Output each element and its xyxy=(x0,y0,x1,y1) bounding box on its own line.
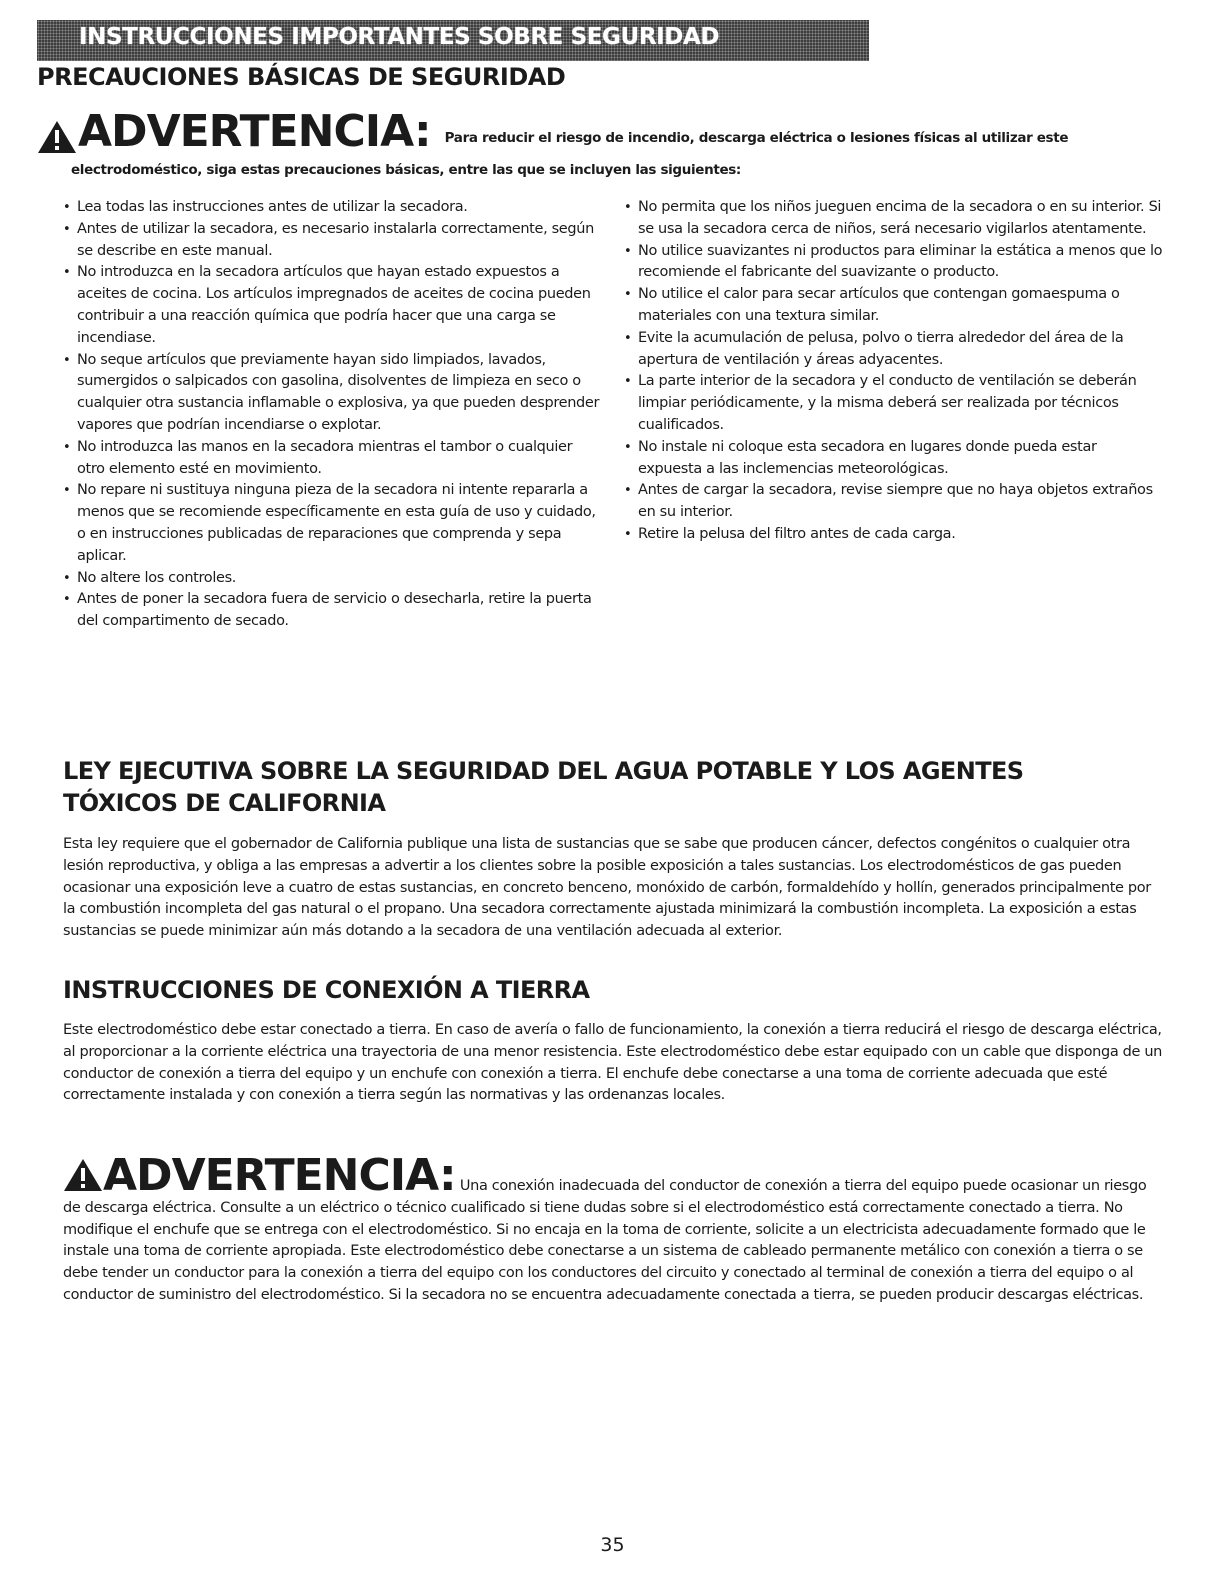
grounding-heading: INSTRUCCIONES DE CONEXIÓN A TIERRA xyxy=(63,976,590,1004)
list-item: • Evite la acumulación de pelusa, polvo o tierra alrededor del área de la apertura de ventilación y áreas adyacentes. xyxy=(624,328,1164,372)
warning-label: ADVERTENCIA: xyxy=(103,1150,456,1201)
warning-body-text: Una conexión inadecuada del conductor de conexión a tierra del equipo puede ocasionar un riesgo de descarga eléctrica. Consulte a un eléctrico o técnico cualificado si tiene dudas sobre si el electrodoméstico está correctamente conectado a tierra. No modifique el enchufe que se entrega con el electrodoméstico. Si no encaja en la toma de corriente, solicite a un electricista adecuadamente formado que le instale una toma de corriente apropiada. Este electrodoméstico debe conectarse a un sistema de cableado permanente metálico con conexión a tierra o se debe tender un conductor para la conexión a tierra del equipo con los conductores del circuito y conectado al terminal de conexión a tierra del equipo o al conductor de suministro del electrodoméstico. Si la secadora no se encuentra adecuadamente conectada a tierra, se pueden producir descargas eléctricas. xyxy=(63,1178,1147,1303)
warning-lead-text: Para reducir el riesgo de incendio, descarga eléctrica o lesiones físicas al utilizar este xyxy=(444,130,1069,146)
list-item: • Retire la pelusa del filtro antes de cada carga. xyxy=(624,524,1164,546)
california-heading: LEY EJECUTIVA SOBRE LA SEGURIDAD DEL AGUA POTABLE Y LOS AGENTES TÓXICOS DE CALIFORNIA xyxy=(63,757,1024,817)
list-item: • No instale ni coloque esta secadora en lugares donde pueda estar expuesta a las inclemencias meteorológicas. xyxy=(624,437,1164,481)
california-paragraph: Esta ley requiere que el gobernador de California publique una lista de sustancias que se sabe que producen cáncer, defectos congénitos o cualquier otra lesión reproductiva, y obliga a las empresas a advertir a los clientes sobre la posible exposición a tales sustancias. Los electrodomésticos de gas pueden ocasionar una exposición leve a cuatro de estas sustancias, en concreto benceno, monóxido de carbón, formaldehído y hollín, generados principalmente por la combustión incompleta del gas natural o el propano. Una secadora correctamente ajustada minimizará la combustión incompleta. La exposición a estas sustancias se puede minimizar aún más dotando a la secadora de una ventilación adecuada al exterior. xyxy=(63,836,1151,940)
list-item: • Lea todas las instrucciones antes de utilizar la secadora. xyxy=(63,197,603,219)
banner-title: INSTRUCCIONES IMPORTANTES SOBRE SEGURIDAD xyxy=(79,24,720,50)
basic-precautions-heading: PRECAUCIONES BÁSICAS DE SEGURIDAD xyxy=(37,63,566,91)
list-item: • Antes de utilizar la secadora, es necesario instalarla correctamente, según se describe en este manual. xyxy=(63,219,603,263)
list-item: • No introduzca en la secadora artículos que hayan estado expuestos a aceites de cocina. Los artículos impregnados de aceites de cocina pueden contribuir a una reacción química que podría hacer que una carga se incendiase. xyxy=(63,262,603,349)
warning-triangle-icon xyxy=(37,120,77,154)
list-item: • No permita que los niños jueguen encima de la secadora o en su interior. Si se usa la secadora cerca de niños, será necesario vigilarlos atentamente. xyxy=(624,197,1164,241)
precautions-list-left xyxy=(63,197,603,633)
precautions-list-right xyxy=(624,197,1164,546)
warning-triangle-icon xyxy=(63,1158,103,1192)
warning-block xyxy=(37,106,1157,178)
warning-continuation-text: electrodoméstico, siga estas precauciones básicas, entre las que se incluyen las siguientes: xyxy=(71,162,741,178)
list-item: • No utilice el calor para secar artículos que contengan gomaespuma o materiales con una textura similar. xyxy=(624,284,1164,328)
grounding-warning-block xyxy=(63,1150,1163,1307)
warning-label: ADVERTENCIA: xyxy=(78,106,431,157)
list-item: • No altere los controles. xyxy=(63,568,603,590)
list-item: • No introduzca las manos en la secadora mientras el tambor o cualquier otro elemento esté en movimiento. xyxy=(63,437,603,481)
section-banner xyxy=(37,20,869,61)
list-item: • No utilice suavizantes ni productos para eliminar la estática a menos que lo recomiende el fabricante del suavizante o producto. xyxy=(624,241,1164,285)
list-item: • La parte interior de la secadora y el conducto de ventilación se deberán limpiar periódicamente, y la misma deberá ser realizada por técnicos cualificados. xyxy=(624,371,1164,436)
list-item: • No repare ni sustituya ninguna pieza de la secadora ni intente repararla a menos que se recomiende específicamente en esta guía de uso y cuidado, o en instrucciones publicadas de reparaciones que comprenda y sepa aplicar. xyxy=(63,480,603,567)
list-item: • Antes de cargar la secadora, revise siempre que no haya objetos extraños en su interior. xyxy=(624,480,1164,524)
list-item: • Antes de poner la secadora fuera de servicio o desecharla, retire la puerta del compartimento de secado. xyxy=(63,589,603,633)
page-number: 35 xyxy=(600,1534,625,1556)
grounding-paragraph: Este electrodoméstico debe estar conectado a tierra. En caso de avería o fallo de funcionamiento, la conexión a tierra reducirá el riesgo de descarga eléctrica, al proporcionar a la corriente eléctrica una trayectoria de una menor resistencia. Este electrodoméstico debe estar equipado con un cable que disponga de un conductor de conexión a tierra del equipo y un enchufe con conexión a tierra. El enchufe debe conectarse a una toma de corriente adecuada que esté correctamente instalada y con conexión a tierra según las normativas y las ordenanzas locales. xyxy=(63,1022,1163,1104)
list-item: • No seque artículos que previamente hayan sido limpiados, lavados, sumergidos o salpicados con gasolina, disolventes de limpieza en seco o cualquier otra sustancia inflamable o explosiva, ya que pueden desprender vapores que podrían incendiarse o explotar. xyxy=(63,350,603,437)
